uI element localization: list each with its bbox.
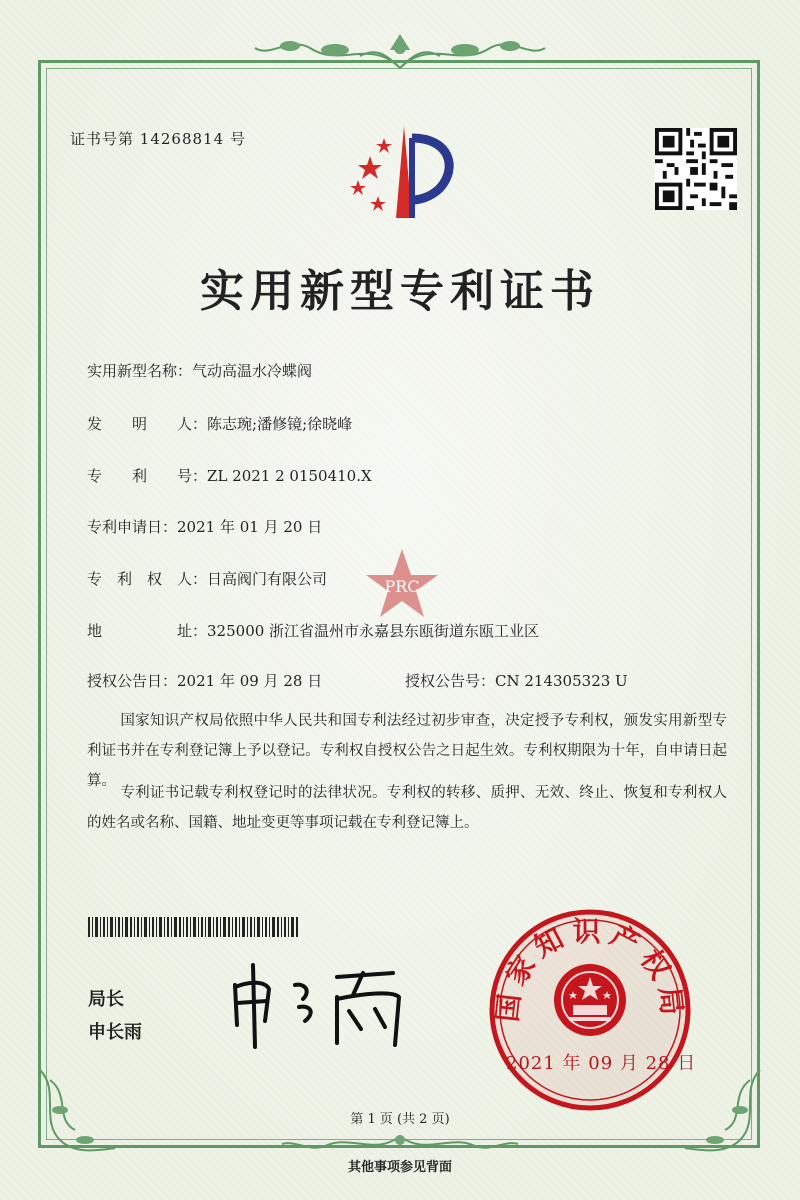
paragraph-grant-decision: 国家知识产权局依照中华人民共和国专利法经过初步审查，决定授予专利权，颁发实用新型专利证书并在专利登记簿上予以登记。专利权自授权公告之日起生效。专利权期限为十年，自申请日起算。 (87, 713, 727, 789)
handwritten-signature (225, 955, 415, 1050)
field-utility-model-name (87, 360, 312, 381)
field-value: 2021 年 09 月 28 日 (177, 672, 323, 690)
top-ornament (250, 28, 550, 76)
watermark-text: PRC (384, 577, 420, 596)
signatory-title: 局长 (88, 989, 124, 1010)
field-value: 325000 浙江省温州市永嘉县东瓯街道东瓯工业区 (207, 622, 540, 640)
field-patentee (87, 568, 327, 589)
bottom-ornament (280, 1130, 520, 1158)
prc-watermark-icon (362, 545, 442, 625)
paragraph-legal-status: 专利证书记载专利权登记时的法律状况。专利权的转移、质押、无效、终止、恢复和专利权人的姓名或名称、国籍、地址变更等事项记载在专利登记簿上。 (87, 785, 727, 831)
field-label: 专利申请日： (87, 518, 178, 536)
page-number: 第 1 页 (共 2 页) (350, 1112, 450, 1127)
certificate-number-suffix: 号 (229, 130, 246, 148)
field-label: 授权公告号： (405, 672, 496, 690)
field-label: 地 址： (87, 622, 208, 640)
field-application-date (87, 516, 322, 537)
field-label: 发 明 人： (87, 415, 208, 433)
signatory-name: 申长雨 (88, 1022, 142, 1043)
certificate-title: 实用新型专利证书 (200, 266, 600, 317)
field-grant-date (87, 670, 322, 691)
barcode-icon (88, 917, 298, 937)
qr-code-icon (655, 128, 737, 210)
field-address (87, 620, 539, 641)
field-patent-number (87, 465, 372, 486)
certificate-number-label: 证书号第 (70, 130, 135, 148)
certificate-number (70, 128, 246, 149)
field-label: 专 利 权 人： (87, 570, 208, 588)
certificate-number-value: 14268814 (139, 130, 225, 148)
official-seal (485, 905, 695, 1115)
field-grant-number (405, 670, 628, 691)
seal-text: 国家知识产权局 (490, 915, 690, 1024)
field-value: 陈志琬;潘修镜;徐晓峰 (207, 415, 353, 433)
field-label: 实用新型名称： (87, 362, 193, 380)
field-value: ZL 2021 2 0150410.X (207, 467, 372, 485)
field-value: 日高阀门有限公司 (207, 570, 328, 588)
seal-date: 2021 年 09 月 28 日 (506, 1053, 697, 1074)
field-value: 2021 年 01 月 20 日 (177, 518, 323, 536)
field-value: 气动高温水冷蝶阀 (192, 362, 313, 380)
field-label: 专 利 号： (87, 467, 208, 485)
patent-office-emblem-icon (340, 118, 470, 238)
field-label: 授权公告日： (87, 672, 178, 690)
footer-note: 其他事项参见背面 (347, 1160, 452, 1175)
field-value: CN 214305323 U (495, 672, 628, 690)
national-emblem-icon (554, 964, 626, 1036)
field-inventors (87, 413, 352, 434)
